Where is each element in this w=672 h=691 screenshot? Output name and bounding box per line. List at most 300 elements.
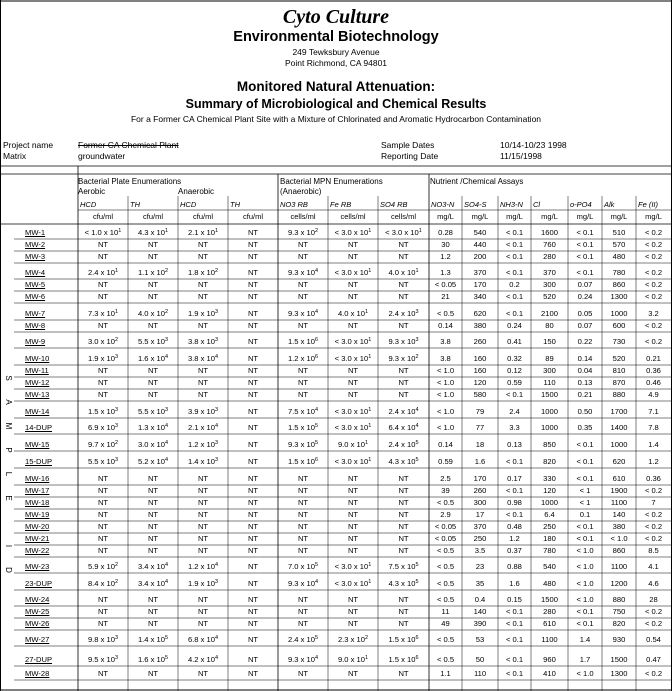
exponent: 3: [114, 423, 119, 429]
table-cell: 1.2: [440, 252, 451, 261]
table-cell: 39: [441, 486, 450, 495]
table-cell: < 1.0: [576, 669, 594, 678]
column-unit: mg/L: [541, 212, 558, 221]
table-cell: NT: [297, 595, 309, 604]
anaerobic-subheader: Anaerobic: [178, 187, 215, 196]
table-cell: 380: [473, 321, 487, 330]
table-cell: < 0.1: [505, 669, 524, 678]
table-cell: 1.6 x $10^5$: [137, 655, 169, 664]
sample-id: MW-17: [25, 486, 50, 495]
table-cell: 1.5 x $10^3$: [87, 407, 119, 416]
table-cell: NT: [97, 607, 109, 616]
table-cell: NT: [247, 522, 259, 531]
table-cell: < 3.0 x $10^1$: [334, 579, 372, 588]
exponent: 1: [368, 354, 372, 360]
table-cell: < 0.5: [436, 498, 455, 507]
table-cell: 2.1 x $10^1$: [187, 228, 219, 237]
table-cell: 3.5: [474, 546, 486, 555]
table-cell: 540: [543, 562, 556, 571]
exponent: 5: [415, 579, 419, 585]
table-cell: NT: [147, 280, 159, 289]
table-cell: 4.2 x $10^4$: [187, 655, 219, 664]
table-cell: 810: [612, 366, 626, 375]
column-unit: cfu/ml: [92, 212, 113, 221]
table-cell: NT: [347, 366, 359, 375]
table-cell: NT: [247, 309, 259, 318]
table-cell: 120: [543, 486, 556, 495]
exponent: 1: [364, 440, 369, 446]
table-cell: 0.04: [577, 366, 593, 375]
table-cell: NT: [247, 378, 259, 387]
table-cell: 9.8 x $10^3$: [87, 635, 119, 644]
table-cell: 0.2: [509, 280, 520, 289]
table-cell: 600: [612, 321, 626, 330]
exponent: 5: [314, 440, 319, 446]
table-cell: 0.05: [577, 309, 593, 318]
table-cell: 5.5 x $10^3$: [137, 337, 169, 346]
table-cell: NT: [247, 240, 259, 249]
table-cell: 11: [441, 607, 450, 616]
table-cell: < 0.1: [576, 240, 594, 249]
exponent: 2: [114, 337, 119, 343]
table-cell: 3.0 x $10^4$: [137, 440, 169, 449]
table-cell: NT: [247, 474, 259, 483]
table-cell: NT: [197, 292, 209, 301]
table-cell: 5.5 x $10^3$: [87, 457, 119, 466]
table-cell: 4.6: [648, 579, 659, 588]
column-name: SO4 RB: [380, 200, 408, 209]
table-cell: 4.3 x $10^5$: [388, 579, 419, 588]
table-cell: NT: [347, 669, 359, 678]
table-cell: NT: [247, 390, 259, 399]
project-name-label: Project name: [3, 140, 54, 150]
column-unit: mg/L: [645, 212, 662, 221]
exponent: 1: [368, 562, 372, 568]
table-cell: < 0.2: [644, 268, 663, 277]
table-cell: < 0.2: [644, 522, 663, 531]
table-cell: NT: [247, 655, 259, 664]
table-cell: 1.6 x $10^4$: [137, 354, 169, 363]
table-cell: 18: [475, 440, 485, 449]
exponent: 3: [114, 655, 119, 661]
sample-dates-label: Sample Dates: [381, 140, 435, 150]
table-cell: 89: [545, 354, 554, 363]
table-cell: < 0.1: [505, 309, 524, 318]
table-cell: NT: [247, 268, 259, 277]
table-cell: 280: [543, 607, 556, 616]
table-cell: < 0.1: [576, 474, 594, 483]
table-cell: NT: [147, 669, 159, 678]
table-cell: NT: [197, 321, 209, 330]
table-cell: NT: [398, 619, 409, 628]
table-cell: NT: [247, 498, 259, 507]
sample-id: MW-16: [25, 474, 50, 483]
exponent: 4: [314, 579, 319, 585]
table-cell: < 0.05: [434, 534, 457, 543]
sample-id: MW-25: [25, 607, 50, 616]
sample-id: MW-8: [25, 321, 46, 330]
column-unit: cells/ml: [390, 212, 416, 221]
column-unit: mg/L: [437, 212, 454, 221]
table-cell: 0.37: [507, 546, 522, 555]
sample-id: MW-3: [25, 252, 46, 261]
sample-id: MW-6: [25, 292, 46, 301]
table-cell: NT: [297, 498, 309, 507]
table-cell: NT: [247, 440, 259, 449]
table-cell: 1000: [541, 498, 558, 507]
sample-id: MW-24: [25, 595, 50, 604]
table-cell: 0.36: [646, 366, 661, 375]
table-cell: 4.3 x $10^1$: [137, 228, 169, 237]
table-cell: NT: [97, 619, 109, 628]
address-line-1: 249 Tewksbury Avenue: [292, 47, 380, 57]
table-cell: 1.3: [440, 268, 451, 277]
table-cell: < 0.1: [576, 607, 594, 616]
table-cell: 330: [543, 474, 556, 483]
exponent: 5: [164, 655, 169, 661]
table-cell: 1900: [610, 486, 628, 495]
table-cell: NT: [97, 240, 109, 249]
side-label-letter: [2, 553, 14, 563]
exponent: 3: [214, 579, 219, 585]
table-cell: 7.1: [648, 407, 659, 416]
table-cell: 960: [543, 655, 556, 664]
table-cell: NT: [347, 498, 359, 507]
table-cell: 250: [543, 522, 556, 531]
table-cell: 3.8 x $10^4$: [187, 354, 219, 363]
table-cell: 5.5 x $10^3$: [137, 407, 169, 416]
table-cell: 1.6: [509, 579, 520, 588]
table-cell: 9.3 x $10^4$: [287, 579, 319, 588]
table-cell: NT: [398, 321, 409, 330]
table-cell: 3.4 x $10^4$: [137, 579, 169, 588]
exponent: 4: [214, 423, 219, 429]
exponent: 6: [415, 635, 419, 641]
table-cell: NT: [398, 534, 409, 543]
table-cell: NT: [297, 240, 309, 249]
table-cell: 9.3 x $10^3$: [388, 337, 419, 346]
table-cell: 1.2 x $10^4$: [187, 562, 219, 571]
sample-id: 27-DUP: [25, 655, 53, 664]
table-cell: < 0.1: [505, 228, 524, 237]
column-name: TH: [230, 200, 240, 209]
table-cell: 140: [473, 607, 487, 616]
table-cell: < 0.5: [436, 309, 455, 318]
table-cell: 4.0 x $10^1$: [388, 268, 419, 277]
table-cell: 1.9 x $10^3$: [187, 579, 219, 588]
table-cell: 1000: [541, 423, 558, 432]
table-cell: 3.8 x $10^3$: [187, 337, 219, 346]
table-cell: 1.4: [579, 635, 591, 644]
sample-id: MW-22: [25, 546, 50, 555]
table-cell: 9.3 x $10^2$: [388, 354, 419, 363]
table-cell: 0.50: [577, 407, 593, 416]
division-name: Environmental Biotechnology: [233, 29, 439, 45]
table-cell: NT: [197, 619, 209, 628]
table-cell: 570: [612, 240, 626, 249]
sample-id: MW-28: [25, 669, 50, 678]
table-cell: NT: [398, 607, 409, 616]
table-cell: 6.4 x $10^4$: [388, 423, 419, 432]
table-cell: < 0.1: [576, 619, 594, 628]
table-cell: < 0.2: [644, 337, 663, 346]
table-cell: 1.5 x $10^6$: [388, 655, 419, 664]
table-cell: < 1: [579, 486, 591, 495]
exponent: 1: [118, 228, 122, 234]
exponent: 3: [114, 457, 119, 463]
sample-id: MW-11: [25, 366, 49, 375]
exponent: 3: [415, 309, 419, 315]
table-cell: 200: [473, 252, 487, 261]
table-cell: NT: [247, 354, 259, 363]
exponent: 1: [214, 228, 219, 234]
table-cell: 1.2 x $10^3$: [187, 440, 219, 449]
table-cell: NT: [147, 607, 159, 616]
table-cell: 0.59: [507, 378, 522, 387]
table-cell: < 1.0: [436, 366, 455, 375]
side-label-letter: [2, 433, 14, 443]
table-cell: NT: [347, 240, 359, 249]
table-cell: 0.12: [507, 366, 522, 375]
table-cell: NT: [97, 366, 109, 375]
side-label-letter: [2, 505, 14, 515]
table-cell: 7.8: [648, 423, 659, 432]
exponent: 3: [164, 337, 169, 343]
exponent: 6: [314, 457, 319, 463]
table-cell: NT: [398, 252, 409, 261]
table-cell: NT: [247, 635, 259, 644]
exponent: 3: [214, 407, 219, 413]
table-cell: < 0.5: [436, 579, 455, 588]
exponent: 3: [114, 635, 119, 641]
exponent: 1: [368, 579, 372, 585]
exponent: 5: [415, 457, 419, 463]
table-cell: NT: [347, 292, 359, 301]
column-unit: cfu/ml: [242, 212, 263, 221]
table-cell: 1.1 x $10^2$: [137, 268, 169, 277]
reporting-date-label: Reporting Date: [381, 151, 439, 161]
table-cell: < 0.1: [576, 440, 594, 449]
column-unit: mg/L: [610, 212, 628, 221]
table-cell: < 0.5: [436, 562, 455, 571]
table-cell: 260: [473, 337, 487, 346]
table-cell: < 0.1: [576, 228, 594, 237]
table-cell: NT: [347, 486, 359, 495]
table-cell: NT: [97, 595, 109, 604]
table-cell: 0.21: [646, 354, 661, 363]
table-cell: NT: [197, 474, 209, 483]
table-cell: < 0.1: [576, 457, 594, 466]
exponent: 2: [164, 309, 169, 315]
table-cell: 6.9 x $10^3$: [87, 423, 119, 432]
exponent: 4: [314, 309, 319, 315]
sample-id: 15-DUP: [25, 457, 53, 466]
table-cell: NT: [297, 486, 309, 495]
table-cell: NT: [147, 474, 159, 483]
table-cell: NT: [197, 240, 209, 249]
table-cell: NT: [297, 546, 309, 555]
table-cell: 2.4 x $10^3$: [388, 309, 419, 318]
table-cell: NT: [247, 337, 259, 346]
table-cell: 260: [473, 486, 487, 495]
exponent: 4: [415, 423, 419, 429]
table-cell: 9.7 x $10^2$: [87, 440, 119, 449]
table-cell: 9.0 x $10^1$: [337, 440, 369, 449]
table-cell: 2.4: [509, 407, 520, 416]
table-cell: < 0.1: [505, 619, 524, 628]
table-cell: < 0.1: [576, 252, 594, 261]
table-cell: < 0.05: [434, 522, 457, 531]
sample-id: MW-7: [25, 309, 46, 318]
table-cell: 2.4 x $10^5$: [287, 635, 319, 644]
table-cell: 1300: [610, 292, 628, 301]
table-cell: NT: [197, 522, 209, 531]
table-cell: NT: [247, 486, 259, 495]
table-cell: < 3.0 x $10^1$: [334, 457, 372, 466]
table-cell: 7.0 x $10^5$: [287, 562, 319, 571]
sample-id: MW-21: [25, 534, 50, 543]
table-cell: 520: [543, 292, 556, 301]
table-cell: 0.4: [474, 595, 486, 604]
table-cell: 1500: [541, 390, 558, 399]
column-name: NH3-N: [500, 200, 523, 209]
table-cell: NT: [247, 579, 259, 588]
side-label-letter: S: [4, 375, 13, 381]
table-cell: 9.3 x $10^4$: [287, 309, 319, 318]
table-cell: 1.6: [474, 457, 486, 466]
table-cell: 9.3 x $10^4$: [287, 655, 319, 664]
table-cell: 3.9 x $10^3$: [187, 407, 219, 416]
table-cell: 1200: [610, 579, 628, 588]
table-cell: NT: [97, 510, 109, 519]
side-label-letter: [2, 529, 14, 539]
side-label-letter: [2, 517, 14, 527]
table-cell: 0.22: [577, 337, 593, 346]
table-cell: < 0.05: [434, 280, 457, 289]
table-cell: NT: [247, 252, 259, 261]
table-cell: NT: [398, 669, 409, 678]
exponent: 2: [114, 562, 119, 568]
matrix-value: groundwater: [78, 151, 126, 161]
table-cell: NT: [147, 252, 159, 261]
sample-id: MW-14: [25, 407, 50, 416]
table-cell: 0.14: [438, 440, 453, 449]
table-cell: 480: [612, 252, 626, 261]
table-cell: 0.1: [579, 510, 591, 519]
table-cell: NT: [147, 366, 159, 375]
exponent: 1: [368, 457, 372, 463]
column-unit: mg/L: [471, 212, 489, 221]
table-cell: 730: [612, 337, 626, 346]
table-cell: < 0.1: [505, 292, 524, 301]
column-unit: cfu/ml: [192, 212, 213, 221]
table-cell: 6.4: [544, 510, 555, 519]
table-cell: NT: [398, 474, 409, 483]
sample-id: MW-5: [25, 280, 46, 289]
table-cell: NT: [247, 607, 259, 616]
side-label-letter: [2, 457, 14, 467]
sample-id: MW-19: [25, 510, 50, 519]
table-cell: 110: [543, 378, 556, 387]
table-cell: 0.13: [507, 440, 522, 449]
table-cell: 370: [473, 522, 487, 531]
exponent: 1: [164, 228, 169, 234]
table-cell: 0.46: [646, 378, 661, 387]
table-cell: 1100: [610, 498, 628, 507]
table-cell: 610: [612, 474, 626, 483]
table-cell: 6.8 x $10^4$: [187, 635, 219, 644]
column-name: NO3-N: [431, 200, 455, 209]
table-cell: NT: [297, 522, 309, 531]
table-cell: 580: [473, 390, 487, 399]
exponent: 4: [214, 354, 219, 360]
table-cell: 1.1: [440, 669, 451, 678]
exponent: 4: [314, 268, 319, 274]
table-cell: < 3.0 x $10^1$: [334, 268, 372, 277]
table-cell: 9.0 x $10^1$: [337, 655, 369, 664]
table-cell: 77: [475, 423, 485, 432]
table-cell: NT: [147, 534, 159, 543]
table-cell: 4.3 x $10^5$: [388, 457, 419, 466]
column-name: Alk: [604, 200, 615, 209]
table-cell: NT: [197, 280, 209, 289]
table-cell: 780: [543, 546, 556, 555]
table-cell: NT: [197, 510, 209, 519]
table-cell: NT: [347, 510, 359, 519]
company-name: Cyto Culture: [282, 6, 390, 28]
table-cell: NT: [398, 486, 409, 495]
table-cell: 620: [473, 309, 487, 318]
column-name: Cl: [533, 200, 541, 209]
table-cell: 0.48: [507, 522, 522, 531]
table-cell: 1.5 x $10^5$: [287, 423, 319, 432]
table-cell: NT: [347, 546, 359, 555]
table-cell: NT: [197, 669, 209, 678]
table-cell: 1700: [610, 407, 628, 416]
sample-id: 14-DUP: [25, 423, 53, 432]
table-cell: < 0.1: [505, 268, 524, 277]
exponent: 4: [314, 407, 319, 413]
table-cell: NT: [247, 407, 259, 416]
table-cell: 9.3 x $10^4$: [287, 268, 319, 277]
table-cell: 170: [473, 280, 487, 289]
exponent: 1: [415, 268, 419, 274]
table-cell: 1000: [541, 407, 558, 416]
table-cell: 1500: [541, 595, 558, 604]
table-cell: < 1.0: [576, 595, 594, 604]
table-cell: NT: [97, 522, 109, 531]
table-cell: 300: [543, 280, 556, 289]
side-label-letter: E: [4, 495, 13, 501]
table-cell: 1100: [541, 635, 558, 644]
table-cell: NT: [197, 378, 209, 387]
table-cell: 170: [473, 474, 487, 483]
table-cell: NT: [247, 534, 259, 543]
table-cell: 1500: [610, 655, 628, 664]
table-cell: 0.59: [438, 457, 453, 466]
table-cell: < 1.0: [610, 534, 628, 543]
table-cell: 79: [475, 407, 485, 416]
table-cell: < 3.0 x $10^1$: [334, 407, 372, 416]
exponent: 1: [368, 228, 372, 234]
table-cell: < 3.0 x $10^1$: [385, 228, 422, 237]
table-cell: 35: [475, 579, 485, 588]
project-name-value: Former CA Chemical Plant: [78, 140, 179, 150]
exponent: 4: [164, 579, 169, 585]
table-cell: NT: [247, 228, 259, 237]
table-cell: 390: [473, 619, 487, 628]
table-cell: NT: [247, 457, 259, 466]
